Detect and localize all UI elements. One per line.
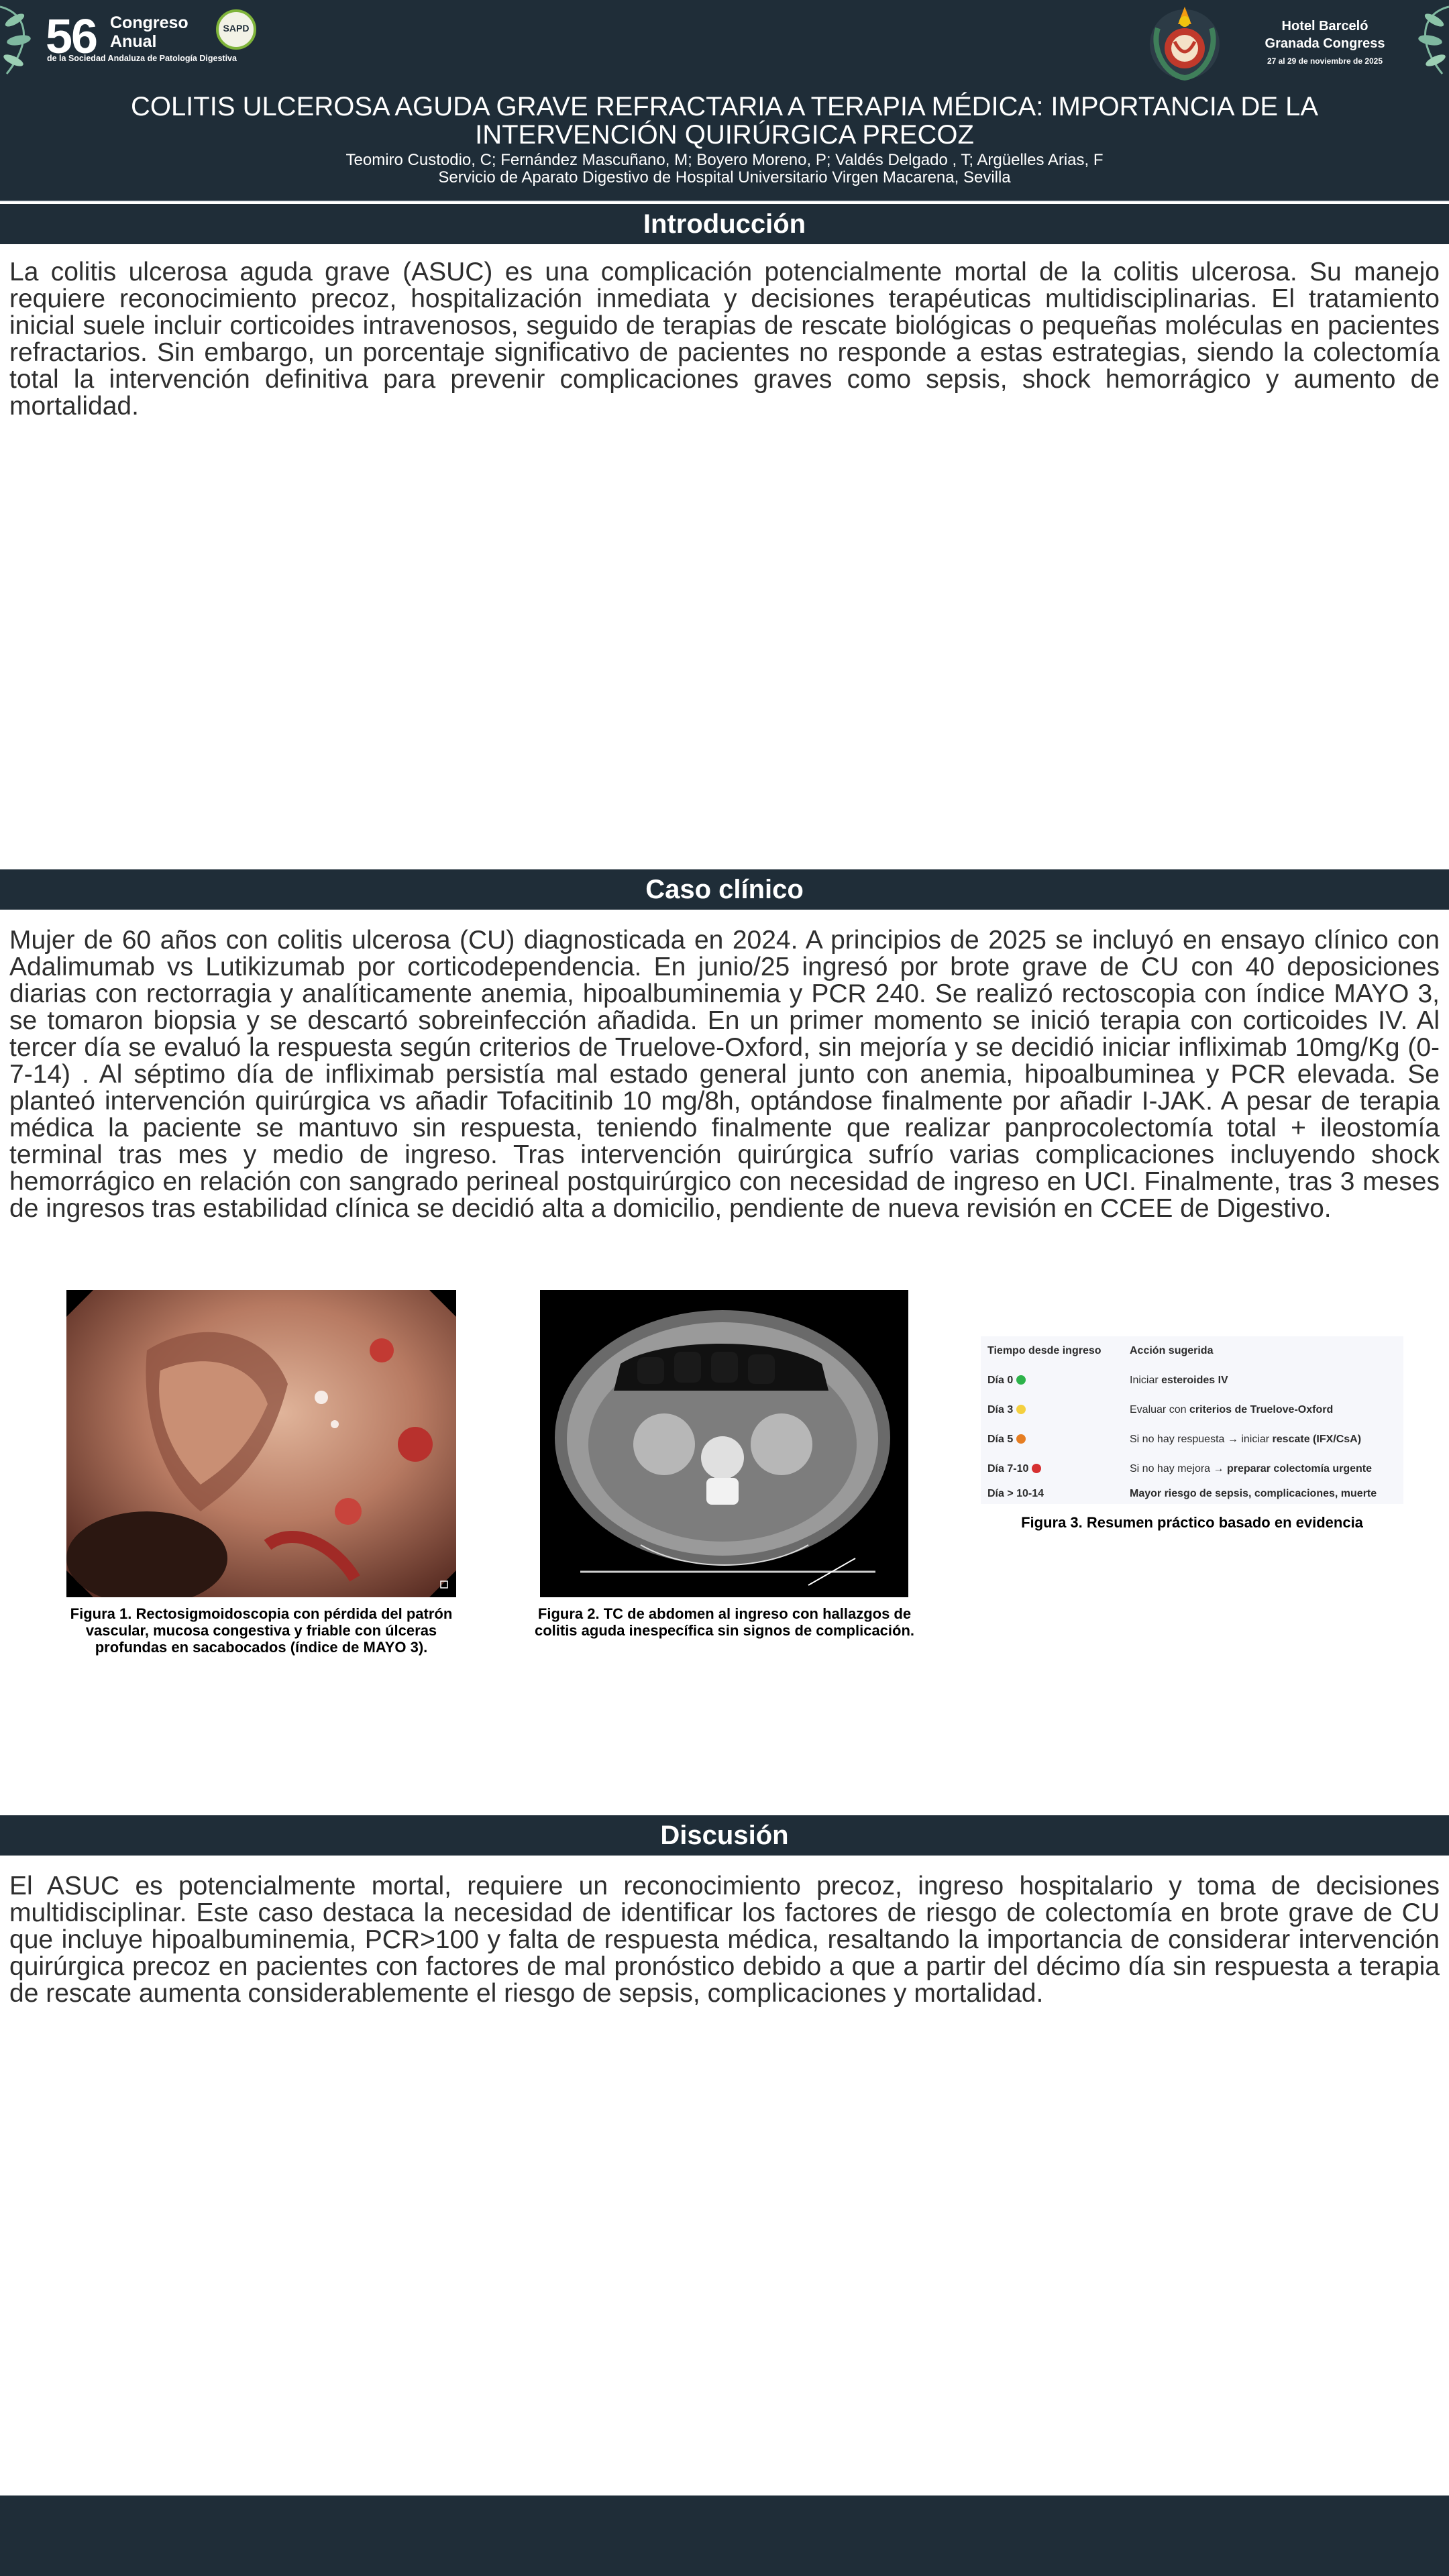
status-dot-green-icon — [1016, 1375, 1026, 1385]
table-header-action: Acción sugerida — [1130, 1345, 1214, 1356]
venue-line2: Granada Congress — [1265, 36, 1385, 51]
table-row: Día 3 Evaluar con criterios de Truelove-Oxford — [987, 1404, 1334, 1415]
figure-2-ct-image — [540, 1290, 908, 1597]
venue-dates: 27 al 29 de noviembre de 2025 — [1267, 56, 1383, 66]
sapd-logo: SAPD — [216, 9, 256, 50]
table-row: Día 5 Si no hay respuesta → iniciar rescate (IFX/CsA) — [987, 1434, 1362, 1445]
granada-emblem-icon — [1144, 1, 1225, 82]
venue-info — [1248, 17, 1402, 66]
table-header — [981, 1336, 1403, 1366]
venue-line1: Hotel Barceló — [1281, 19, 1368, 34]
section-heading-discussion: Discusión — [0, 1815, 1449, 1856]
leaf-decoration-right-icon — [1411, 0, 1449, 80]
status-dot-red-icon — [1032, 1464, 1041, 1473]
table-row: Día 0 Iniciar esteroides IV — [987, 1375, 1228, 1386]
status-dot-yellow-icon — [1016, 1405, 1026, 1414]
section-heading-introduction: Introducción — [0, 204, 1449, 244]
introduction-text: La colitis ulcerosa aguda grave (ASUC) es una complicación potencialmente mortal de la colitis ulcerosa. Su manejo requiere reconocimiento precoz, hospitalización inmediata y decisiones terapéuticas multidisciplinarias. El tratamiento inicial suele incluir corticoides intravenosos, seguido de terapias de rescate biológicas o pequeñas moléculas en pacientes refractarios. Sin embargo, un porcentaje significativo de pacientes no responde a estas estrategias, siendo la colectomía total la intervención definitiva para prevenir complicaciones graves como sepsis, shock hemorrágico y aumento de mortalidad. — [9, 258, 1440, 421]
section-heading-case: Caso clínico — [0, 869, 1449, 910]
affiliation: Servicio de Aparato Digestivo de Hospital Universitario Virgen Macarena, Sevilla — [438, 168, 1011, 186]
poster-header — [0, 0, 1449, 200]
table-row: Día > 10-14 Mayor riesgo de sepsis, complicaciones, muerte — [987, 1488, 1377, 1499]
discussion-text: El ASUC es potencialmente mortal, requiere un reconocimiento precoz, ingreso hospitalario y toma de decisiones multidisciplinar. Este caso destaca la necesidad de identificar los factores de riesgo de colectomía en brote grave de CU que incluye hipoalbuminemia, PCR>100 y falta de respuesta médica, resaltando la importancia de considerar intervención quirúrgica precoz en pacientes con factores de mal pronóstico debido a que a partir del décimo día sin respuesta a terapia de rescate aumenta considerablemente el riesgo de sepsis, complicaciones y mortalidad. — [9, 1872, 1440, 2008]
status-dot-orange-icon — [1016, 1434, 1026, 1444]
poster-footer — [0, 2496, 1449, 2576]
congress-number: 56 — [46, 10, 97, 64]
author-block — [80, 152, 1368, 186]
table-header-time: Tiempo desde ingreso — [987, 1345, 1102, 1356]
leaf-decoration-left-icon — [0, 0, 40, 80]
figure-3-caption: Figura 3. Resumen práctico basado en evidencia — [1021, 1514, 1363, 1531]
header-divider — [0, 200, 1449, 201]
figure-1-caption: Figura 1. Rectosigmoidoscopia con pérdida del patrón vascular, mucosa congestiva y friable con úlceras profundas en sacabocados (índice de MAYO 3). — [70, 1605, 453, 1656]
case-text: Mujer de 60 años con colitis ulcerosa (CU) diagnosticada en 2024. A principios de 2025 se incluyó en ensayo clínico con Adalimumab vs Lutikizumab por corticodependencia. En junio/25 ingresó por brote grave de CU con 40 deposiciones diarias con rectorragia y analíticamente anemia, hipoalbuminemia y PCR 240. Se realizó rectoscopia con índice MAYO 3, se tomaron biopsia y se descartó sobreinfección añadida. En un primer momento se inició terapia con corticoides IV. Al tercer día se evaluó la respuesta según criterios de Truelove-Oxford, sin mejoría y se decidió iniciar infliximab 10mg/Kg (0-7-14) . Al séptimo día de infliximab persistía mal estado general junto con anemia, hipoalbuminea y PCR elevada. Se planteó intervención quirúrgica vs añadir Tofacitinib 10 mg/8h, optándose finalmente por añadir I-JAK. A pesar de terapia médica la paciente se mantuvo sin respuesta, teniendo finalmente que realizar panprocolectomía total + ileostomía terminal tras mes y medio de ingreso. Tras intervención quirúrgica sufrío varias complicaciones incluyendo shock hemorrágico en relación con sangrado perineal postquirúrgico con necesidad de ingreso en UCI. Finalmente, tras 3 meses de ingresos tras estabilidad clínica se decidió alta a domicilio, pendiente de nueva revisión en CCEE de Digestivo. — [9, 926, 1440, 1223]
table-row: Día 7-10 Si no hay mejora → preparar colectomía urgente — [987, 1463, 1373, 1474]
figure-1-endoscopy-image — [66, 1290, 456, 1597]
figure-2-caption: Figura 2. TC de abdomen al ingreso con hallazgos de colitis aguda inespecífica sin signos de complicación. — [534, 1605, 915, 1639]
poster-title: COLITIS ULCEROSA AGUDA GRAVE REFRACTARIA A TERAPIA MÉDICA: IMPORTANCIA DE LA INTERVENCIÓN QUIRÚRGICA PRECOZ — [130, 92, 1319, 150]
authors: Teomiro Custodio, C; Fernández Mascuñano, M; Boyero Moreno, P; Valdés Delgado , T; Argüelles Arias, F — [345, 151, 1104, 169]
society-name: de la Sociedad Andaluza de Patología Digestiva — [47, 54, 237, 63]
figure-3-summary-table — [981, 1336, 1403, 1504]
congress-label: Congreso Anual — [110, 13, 189, 51]
